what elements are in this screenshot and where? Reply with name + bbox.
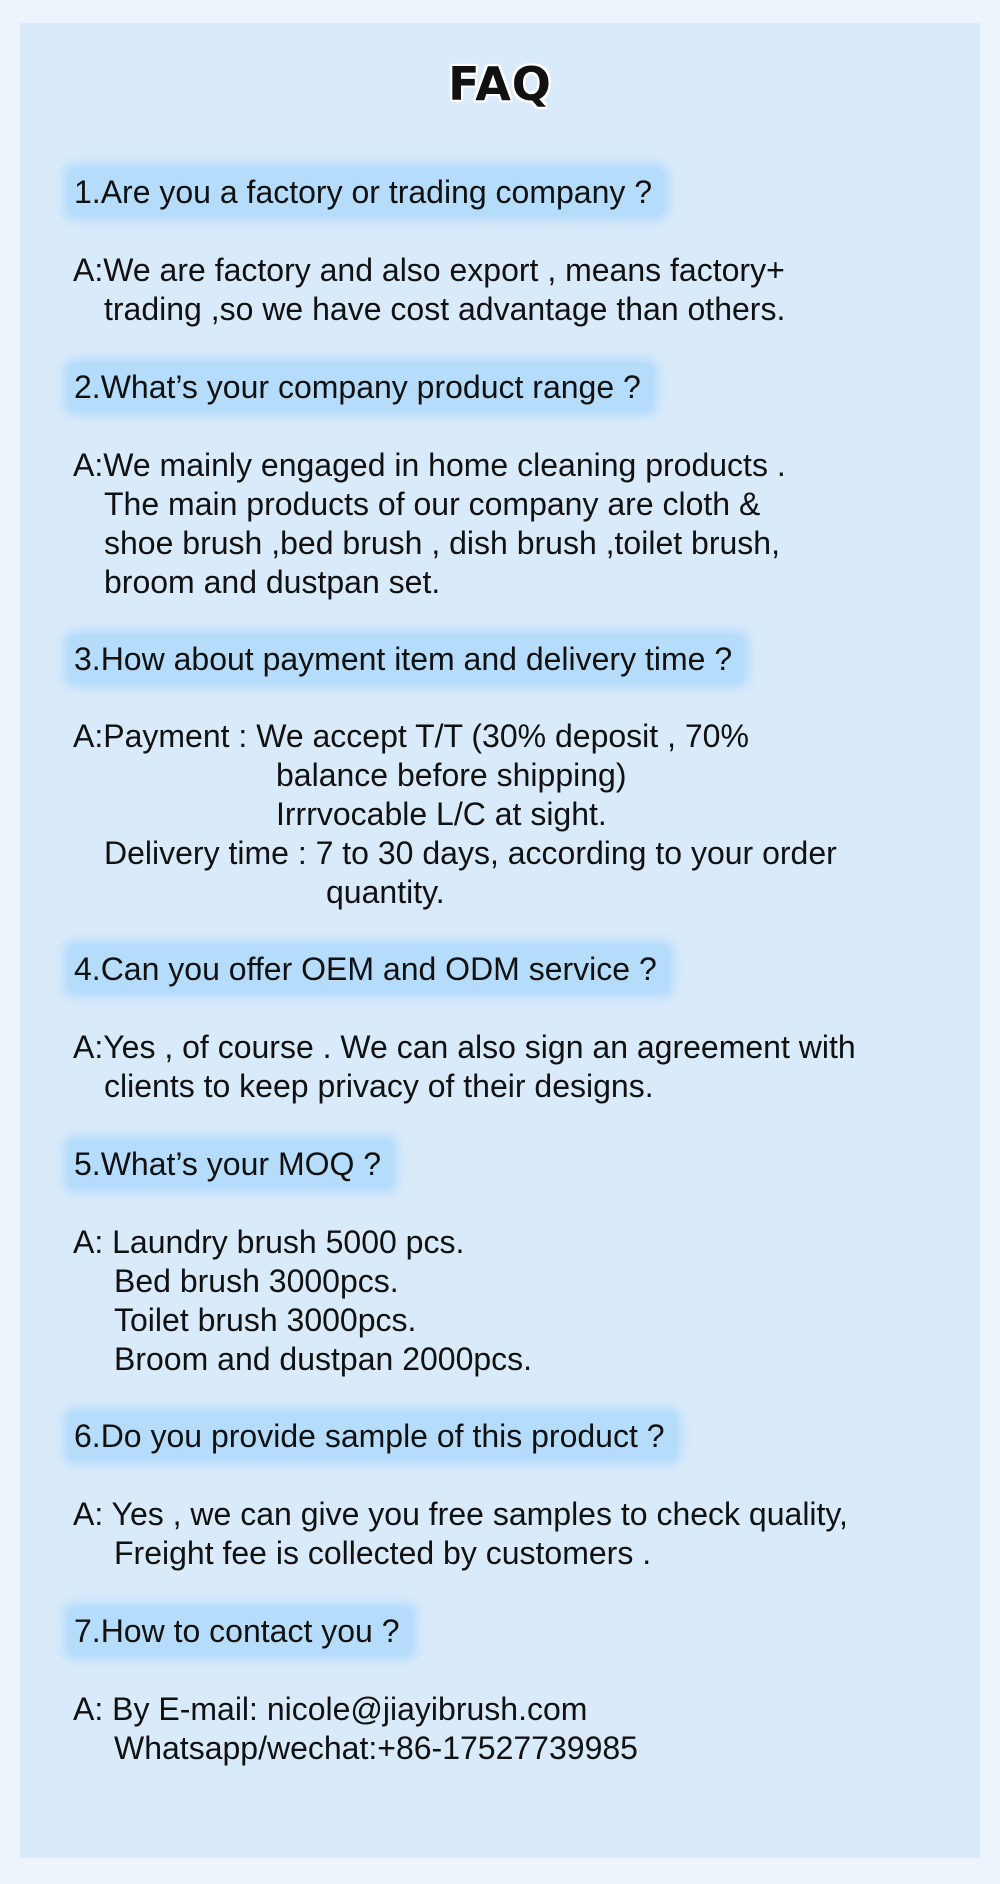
faq-question-2: 2.What’s your company product range ?	[68, 363, 653, 411]
faq-answer-2	[73, 446, 786, 602]
answer-line: A:We mainly engaged in home cleaning products .	[73, 447, 786, 483]
answer-line: balance before shipping)	[276, 757, 627, 793]
faq-question-6: 6.Do you provide sample of this product ?	[68, 1412, 677, 1460]
faq-answer-5	[73, 1223, 532, 1379]
answer-line: broom and dustpan set.	[104, 564, 441, 600]
faq-answer-4	[73, 1028, 856, 1106]
answer-line: Freight fee is collected by customers .	[114, 1535, 652, 1571]
page-title: FAQ	[448, 57, 552, 111]
faq-answer-6	[73, 1495, 848, 1573]
faq-question-4: 4.Can you offer OEM and ODM service ?	[68, 945, 669, 993]
answer-line: clients to keep privacy of their designs.	[104, 1068, 654, 1104]
faq-answer-7	[73, 1690, 638, 1768]
faq-question-1: 1.Are you a factory or trading company ?	[68, 168, 664, 216]
answer-line: Irrrvocable L/C at sight.	[276, 796, 607, 832]
faq-question-5: 5.What’s your MOQ ?	[68, 1140, 393, 1188]
answer-line: A: By E-mail: nicole@jiayibrush.com	[73, 1691, 588, 1727]
answer-line: quantity.	[326, 874, 445, 910]
answer-line: A:Yes , of course . We can also sign an agreement with	[73, 1029, 856, 1065]
answer-line: Bed brush 3000pcs.	[114, 1263, 399, 1299]
answer-line: A: Laundry brush 5000 pcs.	[73, 1224, 465, 1260]
answer-line: A:Payment : We accept T/T (30% deposit , 70%	[73, 718, 749, 754]
faq-question-3: 3.How about payment item and delivery time ?	[68, 635, 744, 683]
answer-line: shoe brush ,bed brush , dish brush ,toilet brush,	[104, 525, 780, 561]
answer-line: Toilet brush 3000pcs.	[114, 1302, 417, 1338]
faq-answer-3	[73, 717, 837, 912]
faq-answer-1	[73, 251, 785, 329]
answer-line: Delivery time : 7 to 30 days, according to your order	[104, 835, 837, 871]
answer-line: Whatsapp/wechat:+86-17527739985	[114, 1730, 638, 1766]
answer-line: Broom and dustpan 2000pcs.	[114, 1341, 533, 1377]
faq-question-7: 7.How to contact you ?	[68, 1607, 412, 1655]
answer-line: trading ,so we have cost advantage than others.	[104, 291, 786, 327]
answer-line: A:We are factory and also export , means factory+	[73, 252, 785, 288]
answer-line: A: Yes , we can give you free samples to check quality,	[73, 1496, 848, 1532]
answer-line: The main products of our company are cloth &	[104, 486, 761, 522]
